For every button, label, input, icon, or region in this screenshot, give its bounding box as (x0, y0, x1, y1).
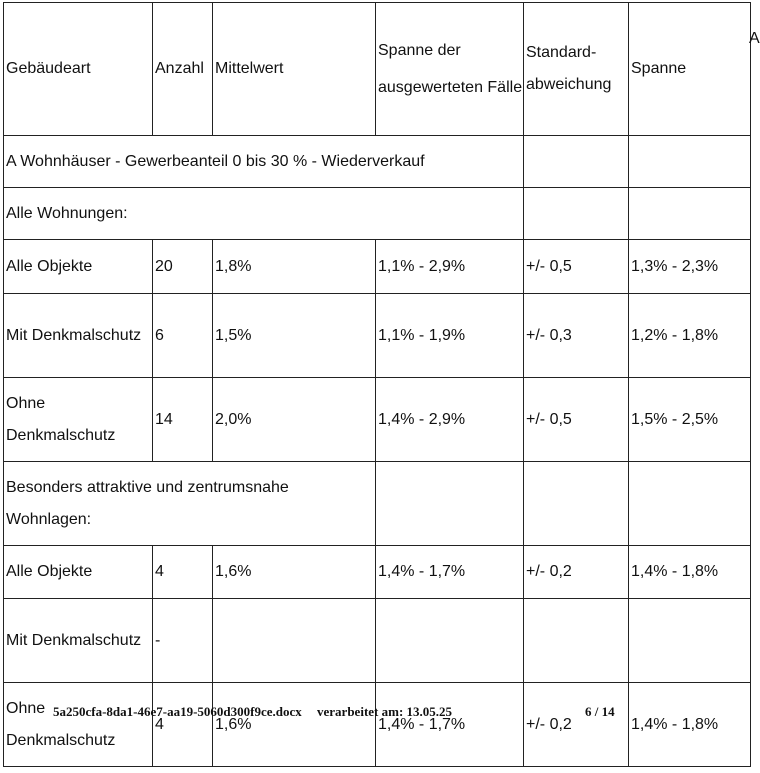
table-cell: 1,6% (213, 546, 376, 599)
table-cell: +/- 0,2 (524, 683, 629, 767)
table-row (4, 546, 751, 599)
table-cell: Ohne Denkmalschutz (4, 378, 153, 462)
price-table (3, 2, 751, 767)
page-footer (53, 704, 633, 720)
table-cell (629, 599, 751, 683)
table-cell: 1,1% - 1,9% (376, 294, 524, 378)
table-row (4, 294, 751, 378)
empty-cell (629, 188, 751, 240)
table-cell: 1,4% - 1,8% (629, 546, 751, 599)
table-cell: 2,0% (213, 378, 376, 462)
table-cell: 14 (153, 378, 213, 462)
footer-processed: verarbeitet am: 13.05.25 (317, 704, 453, 719)
table-cell: 1,3% - 2,3% (629, 240, 751, 294)
footer-page-number: 6 / 14 (585, 704, 615, 719)
header-row (4, 3, 751, 136)
empty-cell (524, 462, 629, 546)
footer-filename: 5a250cfa-8da1-46e7-aa19-5060d300f9ce.docx (53, 704, 302, 719)
header-cell: Standard- abweichung (524, 3, 629, 136)
empty-cell (524, 136, 629, 188)
table-cell: Mit Denkmalschutz (4, 599, 153, 683)
table-cell: 1,2% - 1,8% (629, 294, 751, 378)
empty-cell (524, 188, 629, 240)
table-cell: 1,6% (213, 683, 376, 767)
table-row (4, 599, 751, 683)
table-cell: +/- 0,5 (524, 240, 629, 294)
table-cell (213, 599, 376, 683)
table-cell: 1,5% (213, 294, 376, 378)
group-title: Alle Wohnungen: (4, 188, 524, 240)
table-cell: 1,1% - 2,9% (376, 240, 524, 294)
table-cell: Alle Objekte (4, 546, 153, 599)
empty-cell (376, 462, 524, 546)
table-cell: +/- 0,5 (524, 378, 629, 462)
table-cell: Alle Objekte (4, 240, 153, 294)
table-cell: +/- 0,2 (524, 546, 629, 599)
table-cell: 20 (153, 240, 213, 294)
table-cell (376, 599, 524, 683)
empty-cell (629, 462, 751, 546)
table-cell: Ohne Denkmalschutz (4, 683, 153, 767)
table-row (4, 378, 751, 462)
table-row (4, 240, 751, 294)
table-cell: 4 (153, 683, 213, 767)
table-cell: 1,8% (213, 240, 376, 294)
table-cell: Mit Denkmalschutz (4, 294, 153, 378)
header-cell: Mittelwert (213, 3, 376, 136)
header-cell: Gebäudeart (4, 3, 153, 136)
group-row (4, 188, 751, 240)
header-cell: Spanne (629, 3, 751, 136)
table-cell: 4 (153, 546, 213, 599)
table-row (4, 683, 751, 767)
group-title: Besonders attraktive und zentrumsnahe Wohnlagen: (4, 462, 376, 546)
table-cell: 6 (153, 294, 213, 378)
table-cell: +/- 0,3 (524, 294, 629, 378)
edge-text: A (749, 30, 760, 47)
table-cell: 1,5% - 2,5% (629, 378, 751, 462)
group-row (4, 462, 751, 546)
table-cell: - (153, 599, 213, 683)
section-row (4, 136, 751, 188)
header-cell: Spanne der ausgewerteten Fälle (376, 3, 524, 136)
table-cell: 1,4% - 1,7% (376, 546, 524, 599)
table-cell: 1,4% - 1,8% (629, 683, 751, 767)
table-cell: 1,4% - 2,9% (376, 378, 524, 462)
table-cell: 1,4% - 1,7% (376, 683, 524, 767)
table-cell (524, 599, 629, 683)
section-title: A Wohnhäuser - Gewerbeanteil 0 bis 30 % - Wiederverkauf (4, 136, 524, 188)
empty-cell (629, 136, 751, 188)
header-cell: Anzahl (153, 3, 213, 136)
